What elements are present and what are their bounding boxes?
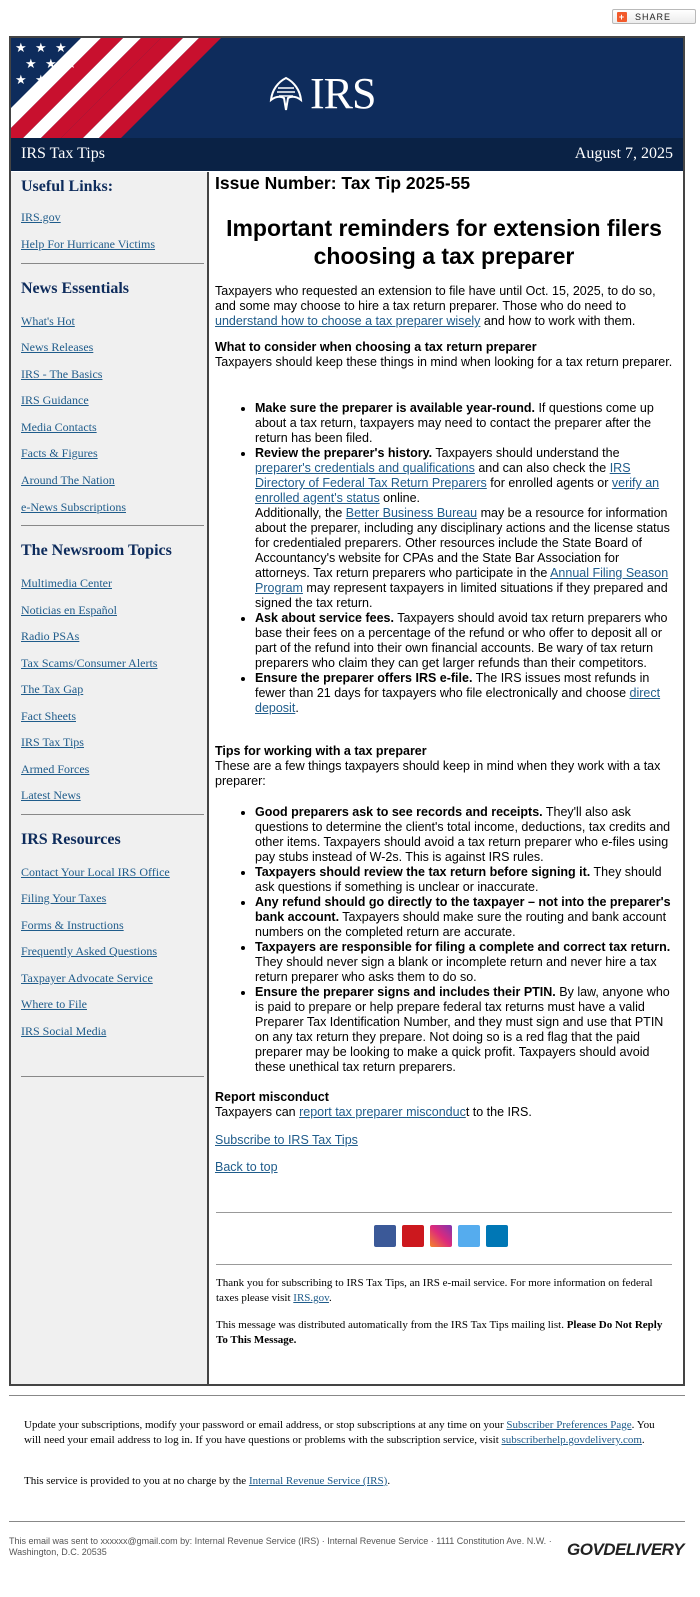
subscribe-link[interactable]: Subscribe to IRS Tax Tips — [215, 1133, 358, 1147]
list-item — [255, 401, 673, 446]
sidebar-divider — [21, 525, 204, 526]
sidebar-link-whats-hot[interactable]: What's Hot — [21, 314, 75, 328]
sidebar-link-multimedia[interactable]: Multimedia Center — [21, 576, 112, 590]
credentials-link[interactable]: preparer's credentials and qualifications — [255, 461, 475, 475]
svg-text:★: ★ — [45, 57, 57, 72]
item-text: and can also check the — [474, 461, 610, 475]
svg-text:★: ★ — [65, 57, 77, 72]
sidebar-divider — [21, 1076, 204, 1077]
item-text: Taxpayers should avoid tax return preparers who base their fees on a percentage of the refund or who offer to deposit all or part of the refund into their own financial accounts. Be wary of tax return preparers who claim they can get larger refunds than their competitors. — [255, 611, 668, 670]
sidebar-link-guidance[interactable]: IRS Guidance — [21, 393, 89, 407]
thanks-text: Thank you for subscribing to IRS Tax Tips, an IRS e-mail service. For more information on federal taxes please visit — [216, 1277, 653, 1304]
item-bold: Any refund should go directly to the taxpayer – not into the preparer's bank account. — [255, 895, 671, 924]
sidebar-link-fact-sheets[interactable]: Fact Sheets — [21, 709, 76, 723]
list-item — [255, 940, 673, 985]
list-item — [255, 985, 673, 1075]
subscription-note — [24, 1418, 664, 1448]
sidebar-link-forms[interactable]: Forms & Instructions — [21, 918, 124, 932]
content-divider — [216, 1212, 672, 1213]
report-text-start: Taxpayers can — [215, 1105, 300, 1119]
working-list — [215, 805, 673, 1075]
directory-link[interactable]: IRS Directory of Federal Tax Return Preparers — [255, 461, 631, 490]
facebook-icon[interactable] — [374, 1225, 396, 1247]
item-bold: Ask about service fees. — [255, 611, 394, 625]
sidebar-link-advocate[interactable]: Taxpayer Advocate Service — [21, 971, 153, 985]
preferences-link[interactable]: Subscriber Preferences Page — [506, 1419, 632, 1431]
sidebar-link-irs-gov[interactable]: IRS.gov — [21, 210, 61, 224]
no-reply-text: Please Do Not Reply To This Message. — [216, 1319, 663, 1346]
sidebar-link-local-office[interactable]: Contact Your Local IRS Office — [21, 865, 170, 879]
content-divider — [216, 1264, 672, 1265]
item-text: The IRS issues most refunds in fewer than 21 days for taxpayers who file electronically and choose — [255, 671, 650, 700]
item-bold: Ensure the preparer offers IRS e-file. — [255, 671, 473, 685]
instagram-icon[interactable] — [430, 1225, 452, 1247]
report-text — [215, 1105, 673, 1120]
share-label: SHARE — [635, 11, 672, 22]
share-button[interactable] — [612, 9, 696, 24]
item-text: If questions come up about a tax return, taxpayers may need to contact the preparer after the return has been filed. — [255, 401, 654, 445]
auto-note — [216, 1318, 672, 1348]
newsletter-title: IRS Tax Tips — [21, 145, 105, 162]
newsroom-topics-heading: The Newsroom Topics — [21, 542, 172, 559]
report-link-text: report tax preparer misconduc — [299, 1105, 466, 1119]
sidebar-link-tax-tips[interactable]: IRS Tax Tips — [21, 735, 84, 749]
list-item — [255, 895, 673, 940]
section-choosing — [215, 340, 673, 370]
report-misconduct-link[interactable] — [299, 1105, 466, 1119]
sidebar-link-armed-forces[interactable]: Armed Forces — [21, 762, 90, 776]
list-item — [255, 611, 673, 671]
item-bold: Taxpayers should review the tax return before signing it. — [255, 865, 591, 879]
irs-logo — [266, 68, 375, 119]
list-item — [255, 805, 673, 865]
item-text: for enrolled agents or — [486, 476, 612, 490]
sidebar-link-latest-news[interactable]: Latest News — [21, 788, 81, 802]
section-report — [215, 1090, 673, 1120]
report-link-tail: t — [465, 1105, 470, 1119]
update-text: Update your subscriptions, modify your password or email address, or stop subscriptions at any time on your — [24, 1419, 507, 1431]
sidebar-link-hurricane[interactable]: Help For Hurricane Victims — [21, 237, 156, 251]
irs-gov-footer-link[interactable]: IRS.gov — [293, 1292, 329, 1304]
section-heading: What to consider when choosing a tax return preparer — [215, 340, 537, 354]
sidebar-link-tax-gap[interactable]: The Tax Gap — [21, 682, 84, 696]
item-text: They'll also ask questions to determine the client's total income, deductions, tax credits and other items. Taxpayers should avoid a tax return preparer who e-files using pay stubs instead of W-2s. This is against IRS rules. — [255, 805, 671, 864]
item-text: They should ask questions if something is unclear or inaccurate. — [255, 865, 662, 894]
bbb-link[interactable]: Better Business Bureau — [345, 506, 478, 520]
afsp-link[interactable]: Annual Filing Season Program — [255, 566, 669, 595]
list-item — [255, 865, 673, 895]
sidebar-link-news-releases[interactable]: News Releases — [21, 340, 94, 354]
choose-preparer-link[interactable]: understand how to choose a tax preparer wisely — [215, 314, 481, 328]
newsletter-frame — [9, 36, 685, 1386]
header-banner — [11, 38, 683, 138]
flag-graphic — [11, 38, 221, 138]
choosing-list — [215, 401, 673, 716]
sidebar-link-where-to-file[interactable]: Where to File — [21, 997, 87, 1011]
section-intro: These are a few things taxpayers should keep in mind when they work with a tax preparer: — [215, 759, 661, 788]
sidebar-link-espanol[interactable]: Noticias en Español — [21, 603, 117, 617]
service-text-end: . — [387, 1475, 391, 1487]
item-bold: Taxpayers are responsible for filing a complete and correct tax return. — [255, 940, 671, 954]
svg-text:★: ★ — [15, 41, 27, 56]
svg-text:★: ★ — [55, 41, 67, 56]
sidebar-link-media-contacts[interactable]: Media Contacts — [21, 420, 97, 434]
news-essentials-heading: News Essentials — [21, 280, 130, 297]
item-bold: Review the preparer's history. — [255, 446, 433, 460]
svg-text:★: ★ — [15, 73, 27, 88]
update-text-end: . — [641, 1434, 645, 1446]
auto-text: This message was distributed automatically from the IRS Tax Tips mailing list. — [216, 1319, 567, 1331]
sidebar-link-enews[interactable]: e-News Subscriptions — [21, 500, 126, 514]
social-icons — [374, 1225, 508, 1247]
sidebar-link-scams[interactable]: Tax Scams/Consumer Alerts — [21, 656, 158, 670]
sidebar-link-facts[interactable]: Facts & Figures — [21, 446, 98, 460]
svg-text:★: ★ — [35, 73, 47, 88]
item-bold: Good preparers ask to see records and receipts. — [255, 805, 543, 819]
irs-logo-text: IRS — [310, 69, 376, 118]
thanks-note — [216, 1276, 672, 1306]
service-note — [24, 1474, 664, 1489]
item-text: . — [295, 701, 299, 715]
section-heading: Report misconduct — [215, 1090, 329, 1104]
sidebar-link-radio[interactable]: Radio PSAs — [21, 629, 80, 643]
verify-agent-link[interactable]: verify an enrolled agent's status — [255, 476, 660, 505]
back-to-top-link[interactable]: Back to top — [215, 1160, 278, 1174]
update-text: . You will need your email address to log in. If you have questions or problems with the subscription service, visit — [24, 1419, 655, 1446]
subscribe-row — [215, 1133, 673, 1148]
service-text: This service is provided to you at no charge by the — [24, 1475, 249, 1487]
linkedin-icon[interactable] — [486, 1225, 508, 1247]
item-text: online. — [379, 491, 421, 505]
main-content — [212, 172, 682, 1384]
intro-text-end: and how to work with them. — [480, 314, 636, 328]
footer-divider — [9, 1521, 685, 1522]
svg-text:★: ★ — [25, 57, 37, 72]
irs-resources-heading: IRS Resources — [21, 831, 121, 848]
sidebar-link-filing[interactable]: Filing Your Taxes — [21, 891, 107, 905]
section-working — [215, 744, 673, 789]
item-text: may represent taxpayers in limited situations if they prepared and signed the tax return. — [255, 581, 668, 610]
share-plus-icon: + — [618, 11, 626, 22]
item-bold: Make sure the preparer is available year-round. — [255, 401, 535, 415]
section-intro: Taxpayers should keep these things in mind when looking for a tax return preparer. — [215, 355, 673, 369]
sidebar-divider — [21, 263, 204, 264]
list-item — [255, 446, 673, 611]
issue-number: Issue Number: Tax Tip 2025-55 — [215, 173, 471, 193]
item-text: Taxpayers should understand the — [432, 446, 620, 460]
svg-text:★: ★ — [35, 41, 47, 56]
youtube-icon[interactable] — [402, 1225, 424, 1247]
report-text-end: to the IRS. — [469, 1105, 532, 1119]
item-bold: Ensure the preparer signs and includes their PTIN. — [255, 985, 556, 999]
intro-text: Taxpayers who requested an extension to file have until Oct. 15, 2025, to do so, and some may choose to hire a tax return preparer. Those who do need to — [215, 284, 656, 313]
section-heading: Tips for working with a tax preparer — [215, 744, 427, 758]
item-text: By law, anyone who is paid to prepare or help prepare federal tax returns must have a valid Preparer Tax Identification Number, and they must sign and use that PTIN on any tax return they prepare. Not doing so is a red flag that the paid preparer may be looking to make a quick profit. Taxpayers should avoid these unethical tax return preparers. — [255, 985, 670, 1074]
footer-divider — [9, 1395, 685, 1396]
useful-links-heading: Useful Links: — [21, 178, 114, 195]
back-to-top-row — [215, 1160, 673, 1175]
sidebar — [11, 172, 209, 1384]
govdelivery-logo: GOVDELIVERY — [567, 1540, 684, 1559]
svg-text:★: ★ — [25, 89, 37, 104]
sent-to-note: This email was sent to xxxxxx@gmail.com by: Internal Revenue Service (IRS) · Internal Revenue Service · 1111 Constitution Ave. N.W. · Washington, D.C. 20535 — [9, 1536, 552, 1557]
item-text: may be a resource for information about the preparer, including any disciplinary actions and the license status for credentialed preparers. Other resources include the State Board of Accountancy's website for CPAs and the State Bar Association for attorneys. Tax return preparers who participate in the — [255, 506, 670, 580]
item-text: They should never sign a blank or incomplete return and never hire a tax return preparer who asks them to do so. — [255, 955, 657, 984]
sidebar-link-nation[interactable]: Around The Nation — [21, 473, 115, 487]
direct-deposit-link[interactable]: direct deposit — [255, 686, 661, 715]
sidebar-link-faq[interactable]: Frequently Asked Questions — [21, 944, 157, 958]
thanks-end: . — [328, 1292, 332, 1304]
irs-footer-link[interactable]: Internal Revenue Service (IRS) — [248, 1475, 388, 1487]
sidebar-divider — [21, 814, 204, 815]
intro-paragraph — [215, 284, 673, 329]
item-text: Taxpayers should make sure the routing and bank account numbers on the completed return are accurate. — [255, 910, 667, 939]
subscriberhelp-link[interactable]: subscriberhelp.govdelivery.com — [501, 1434, 642, 1446]
eagle-icon — [266, 74, 306, 114]
item-text: Additionally, the — [255, 506, 346, 520]
sidebar-link-social-media[interactable]: IRS Social Media — [21, 1024, 107, 1038]
title-bar — [11, 138, 683, 171]
headline: Important reminders for extension filers choosing a tax preparer — [226, 215, 662, 269]
list-item — [255, 671, 673, 716]
issue-date: August 7, 2025 — [574, 145, 673, 162]
twitter-icon[interactable] — [458, 1225, 480, 1247]
sidebar-link-basics[interactable]: IRS - The Basics — [21, 367, 103, 381]
